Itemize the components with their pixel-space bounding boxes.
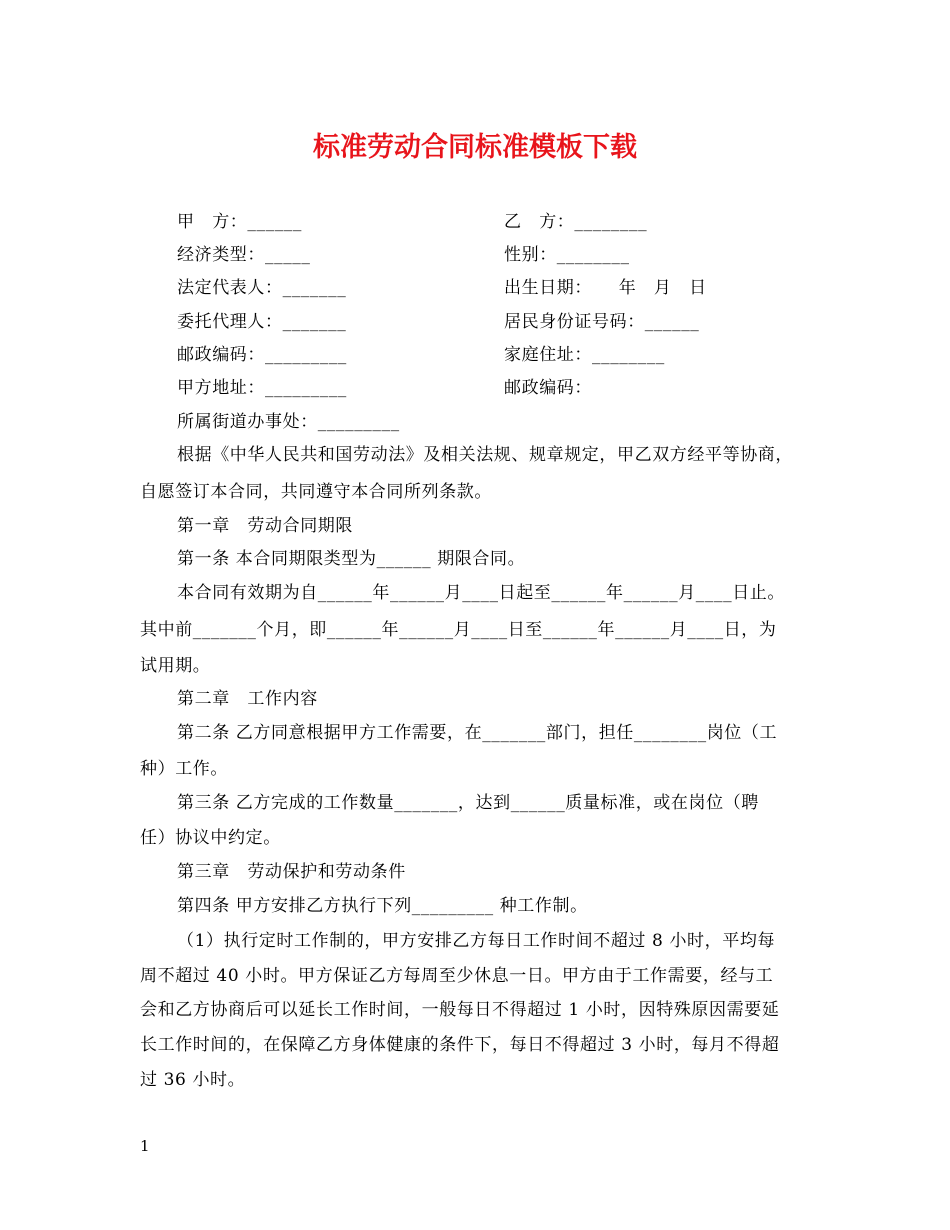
chapter-1-heading: 第一章 劳动合同期限	[177, 516, 353, 536]
party-b-birth-date: 出生日期： 年 月 日	[504, 278, 707, 298]
clause-1-line-4: 长工作时间的，在保障乙方身体健康的条件下，每日不得超过 3 小时，每月不得超	[140, 1035, 780, 1055]
page-number: 1	[140, 1137, 150, 1155]
party-b-gender: 性别：________	[504, 245, 630, 265]
party-a-name: 甲 方：______	[177, 212, 302, 232]
clause-1-line-1: （1）执行定时工作制的，甲方安排乙方每日工作时间不超过 8 小时，平均每	[177, 931, 776, 951]
clause-1-line-5: 过 36 小时。	[140, 1070, 246, 1090]
chapter-2-heading: 第二章 工作内容	[177, 689, 318, 709]
party-a-subdistrict-office: 所属街道办事处：_________	[177, 412, 400, 432]
party-a-address: 甲方地址：_________	[177, 378, 347, 398]
preamble-line-1: 根据《中华人民共和国劳动法》及相关法规、规章规定，甲乙双方经平等协商，	[177, 445, 793, 465]
article-4: 第四条 甲方安排乙方执行下列_________ 种工作制。	[177, 896, 588, 916]
party-b-home-address: 家庭住址：________	[504, 345, 665, 365]
article-1: 第一条 本合同期限类型为______ 期限合同。	[177, 549, 526, 569]
chapter-3-heading: 第三章 劳动保护和劳动条件	[177, 862, 406, 882]
party-a-legal-representative: 法定代表人：_______	[177, 278, 347, 298]
document-title: 标准劳动合同标准模板下载	[313, 132, 637, 163]
contract-term-line-2: 其中前_______个月，即______年______月____日至______年______月____日，为	[140, 620, 777, 640]
party-b-name: 乙 方：________	[504, 212, 648, 232]
party-b-id-number: 居民身份证号码：______	[504, 312, 700, 332]
article-3-line-1: 第三条 乙方完成的工作数量_______，达到______质量标准，或在岗位（聘	[177, 793, 759, 813]
clause-1-line-2: 周不超过 40 小时。甲方保证乙方每周至少休息一日。甲方由于工作需要，经与工	[140, 966, 774, 986]
article-2-line-1: 第二条 乙方同意根据甲方工作需要，在_______部门，担任________岗位（工	[177, 723, 778, 743]
party-a-economic-type: 经济类型：_____	[177, 245, 311, 265]
article-2-line-2: 种）工作。	[140, 759, 228, 779]
party-b-postal-code: 邮政编码：	[504, 378, 592, 398]
contract-term-line-3: 试用期。	[140, 656, 211, 676]
preamble-line-2: 自愿签订本合同，共同遵守本合同所列条款。	[140, 482, 492, 502]
contract-term-line-1: 本合同有效期为自______年______月____日起至______年______月____日止。	[177, 583, 785, 603]
party-a-postal-code: 邮政编码：_________	[177, 345, 347, 365]
article-3-line-2: 任）协议中约定。	[140, 828, 281, 848]
party-a-authorized-agent: 委托代理人：_______	[177, 312, 347, 332]
clause-1-line-3: 会和乙方协商后可以延长工作时间，一般每日不得超过 1 小时，因特殊原因需要延	[140, 1000, 780, 1020]
